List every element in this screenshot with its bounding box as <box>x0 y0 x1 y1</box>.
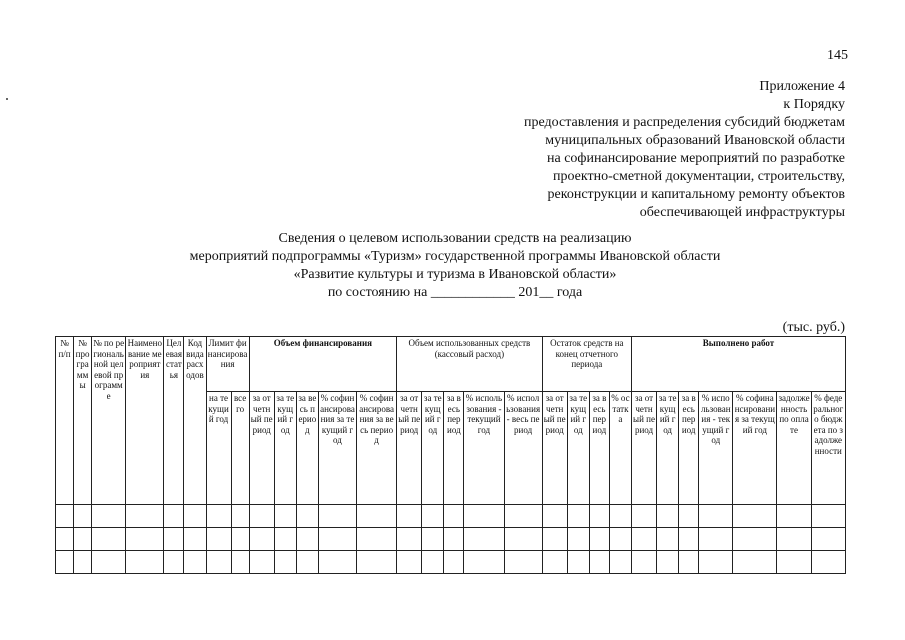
table-cell[interactable] <box>56 551 74 574</box>
table-cell[interactable] <box>504 551 542 574</box>
table-cell[interactable] <box>318 551 356 574</box>
table-cell[interactable] <box>74 551 92 574</box>
table-row <box>56 551 846 574</box>
table-cell[interactable] <box>811 551 845 574</box>
title-line: по состоянию на ____________ 201__ года <box>327 285 583 300</box>
sub-header: задолженность по оплате <box>777 392 811 505</box>
table-cell[interactable] <box>164 551 184 574</box>
table-cell[interactable] <box>542 528 567 551</box>
report-title <box>120 230 790 302</box>
sub-header: за текущий год <box>422 392 444 505</box>
appendix-line: обеспечивающей инфраструктуры <box>639 205 845 220</box>
table-cell[interactable] <box>609 551 631 574</box>
table-cell[interactable] <box>74 528 92 551</box>
table-cell[interactable] <box>231 505 249 528</box>
col-header: № программы <box>74 337 92 505</box>
table-cell[interactable] <box>567 528 589 551</box>
table-cell[interactable] <box>357 528 397 551</box>
table-cell[interactable] <box>92 551 126 574</box>
appendix-line: реконструкции и капитальному ремонту объектов <box>547 187 845 202</box>
sub-header: всего <box>231 392 249 505</box>
col-header: Целевая статья <box>164 337 184 505</box>
table-cell[interactable] <box>699 505 733 528</box>
table-cell[interactable] <box>184 551 206 574</box>
sub-header: % федерального бюджета по задолженности <box>811 392 845 505</box>
title-line: Сведения о целевом использовании средств на реализацию <box>278 231 632 246</box>
table-cell[interactable] <box>126 505 164 528</box>
title-line: «Развитие культуры и туризма в Ивановской области» <box>293 267 617 282</box>
group-header: Объем использованных средств (кассовый расход) <box>397 337 543 392</box>
table-cell[interactable] <box>657 551 679 574</box>
table-cell[interactable] <box>464 528 504 551</box>
table-cell[interactable] <box>184 505 206 528</box>
table-cell[interactable] <box>504 528 542 551</box>
sub-header: за текущий год <box>657 392 679 505</box>
appendix-line: муниципальных образований Ивановской области <box>545 133 845 148</box>
table-cell[interactable] <box>631 505 656 528</box>
table-cell[interactable] <box>357 505 397 528</box>
table-cell[interactable] <box>567 551 589 574</box>
table-cell[interactable] <box>609 528 631 551</box>
table-cell[interactable] <box>318 505 356 528</box>
table-cell[interactable] <box>56 505 74 528</box>
table-cell[interactable] <box>231 528 249 551</box>
table-cell[interactable] <box>164 528 184 551</box>
table-cell[interactable] <box>444 551 464 574</box>
sub-header: на текущий год <box>206 392 231 505</box>
table-row <box>56 528 846 551</box>
page-number: 145 <box>827 48 848 63</box>
sub-header: % использования - весь период <box>504 392 542 505</box>
table-cell[interactable] <box>589 551 609 574</box>
sub-header: за отчетный период <box>249 392 274 505</box>
sub-header: % софинансирования за весь период <box>357 392 397 505</box>
sub-header: за весь период <box>296 392 318 505</box>
table-cell[interactable] <box>811 528 845 551</box>
table-cell[interactable] <box>296 528 318 551</box>
table-cell[interactable] <box>699 551 733 574</box>
table-cell[interactable] <box>206 528 231 551</box>
table-cell[interactable] <box>567 505 589 528</box>
table-cell[interactable] <box>679 528 699 551</box>
table-cell[interactable] <box>542 551 567 574</box>
table-cell[interactable] <box>589 505 609 528</box>
appendix-line: к Порядку <box>783 97 845 112</box>
table-cell[interactable] <box>444 505 464 528</box>
sub-header: за отчетный период <box>542 392 567 505</box>
table-cell[interactable] <box>249 505 274 528</box>
table-cell[interactable] <box>206 551 231 574</box>
table-cell[interactable] <box>422 551 444 574</box>
units-label: (тыс. руб.) <box>782 320 845 335</box>
appendix-line: на софинансирование мероприятий по разработке <box>547 151 845 166</box>
table-cell[interactable] <box>733 505 777 528</box>
table-cell[interactable] <box>184 528 206 551</box>
table-cell[interactable] <box>274 551 296 574</box>
table-cell[interactable] <box>631 528 656 551</box>
table-cell[interactable] <box>609 505 631 528</box>
sub-header: % использования - текущий год <box>464 392 504 505</box>
col-header: Наименование мероприятия <box>126 337 164 505</box>
table-cell[interactable] <box>733 551 777 574</box>
appendix-line: Приложение 4 <box>759 79 845 94</box>
table-cell[interactable] <box>422 505 444 528</box>
table-cell[interactable] <box>296 551 318 574</box>
sub-header: % остатка <box>609 392 631 505</box>
sub-header: за весь период <box>679 392 699 505</box>
table-cell[interactable] <box>231 551 249 574</box>
table-cell[interactable] <box>206 505 231 528</box>
title-line: мероприятий подпрограммы «Туризм» государственной программы Ивановской области <box>189 249 721 264</box>
table-cell[interactable] <box>357 551 397 574</box>
table-cell[interactable] <box>811 505 845 528</box>
table-cell[interactable] <box>164 505 184 528</box>
group-header: Лимит финансирования <box>206 337 249 392</box>
table-cell[interactable] <box>274 528 296 551</box>
table-cell[interactable] <box>733 528 777 551</box>
appendix-line: проектно-сметной документации, строительству, <box>552 169 845 184</box>
blank-rows <box>56 505 846 574</box>
table-cell[interactable] <box>542 505 567 528</box>
group-header: Объем финансирования <box>249 337 397 392</box>
report-table <box>55 336 846 574</box>
table-cell[interactable] <box>397 551 422 574</box>
table-cell[interactable] <box>92 505 126 528</box>
table-cell[interactable] <box>589 528 609 551</box>
sub-header: за текущий год <box>567 392 589 505</box>
table-cell[interactable] <box>777 505 811 528</box>
table-cell[interactable] <box>422 528 444 551</box>
group-header: Выполнено работ <box>631 337 845 392</box>
table-cell[interactable] <box>631 551 656 574</box>
table-cell[interactable] <box>657 528 679 551</box>
sub-header: за текущий год <box>274 392 296 505</box>
table-cell[interactable] <box>397 505 422 528</box>
sub-header: % использования - текущий год <box>699 392 733 505</box>
sub-header: за отчетный период <box>631 392 656 505</box>
sub-header: за весь период <box>444 392 464 505</box>
table-cell[interactable] <box>679 551 699 574</box>
table-cell[interactable] <box>777 551 811 574</box>
col-header: Код вида расходов <box>184 337 206 505</box>
sub-header: % софинансирования за текущий год <box>318 392 356 505</box>
col-header: № по региональной целевой программе <box>92 337 126 505</box>
table-cell[interactable] <box>657 505 679 528</box>
table-cell[interactable] <box>699 528 733 551</box>
group-header: Остаток средств на конец отчетного периода <box>542 337 631 392</box>
table-cell[interactable] <box>249 551 274 574</box>
table-cell[interactable] <box>126 528 164 551</box>
table-row <box>56 505 846 528</box>
table-cell[interactable] <box>56 528 74 551</box>
table-cell[interactable] <box>126 551 164 574</box>
table-cell[interactable] <box>74 505 92 528</box>
table-cell[interactable] <box>444 528 464 551</box>
table-cell[interactable] <box>397 528 422 551</box>
col-header: № п/п <box>56 337 74 505</box>
sub-header: за отчетный период <box>397 392 422 505</box>
table-cell[interactable] <box>249 528 274 551</box>
table-cell[interactable] <box>92 528 126 551</box>
table-cell[interactable] <box>318 528 356 551</box>
sub-header: за весь период <box>589 392 609 505</box>
table-cell[interactable] <box>274 505 296 528</box>
table-cell[interactable] <box>679 505 699 528</box>
table-cell[interactable] <box>464 551 504 574</box>
table-cell[interactable] <box>504 505 542 528</box>
scan-speck <box>6 98 8 100</box>
appendix-header <box>524 78 845 222</box>
table-cell[interactable] <box>464 505 504 528</box>
table-cell[interactable] <box>296 505 318 528</box>
table-cell[interactable] <box>777 528 811 551</box>
appendix-line: предоставления и распределения субсидий бюджетам <box>523 115 845 130</box>
sub-header: % софинансирования за текущий год <box>733 392 777 505</box>
